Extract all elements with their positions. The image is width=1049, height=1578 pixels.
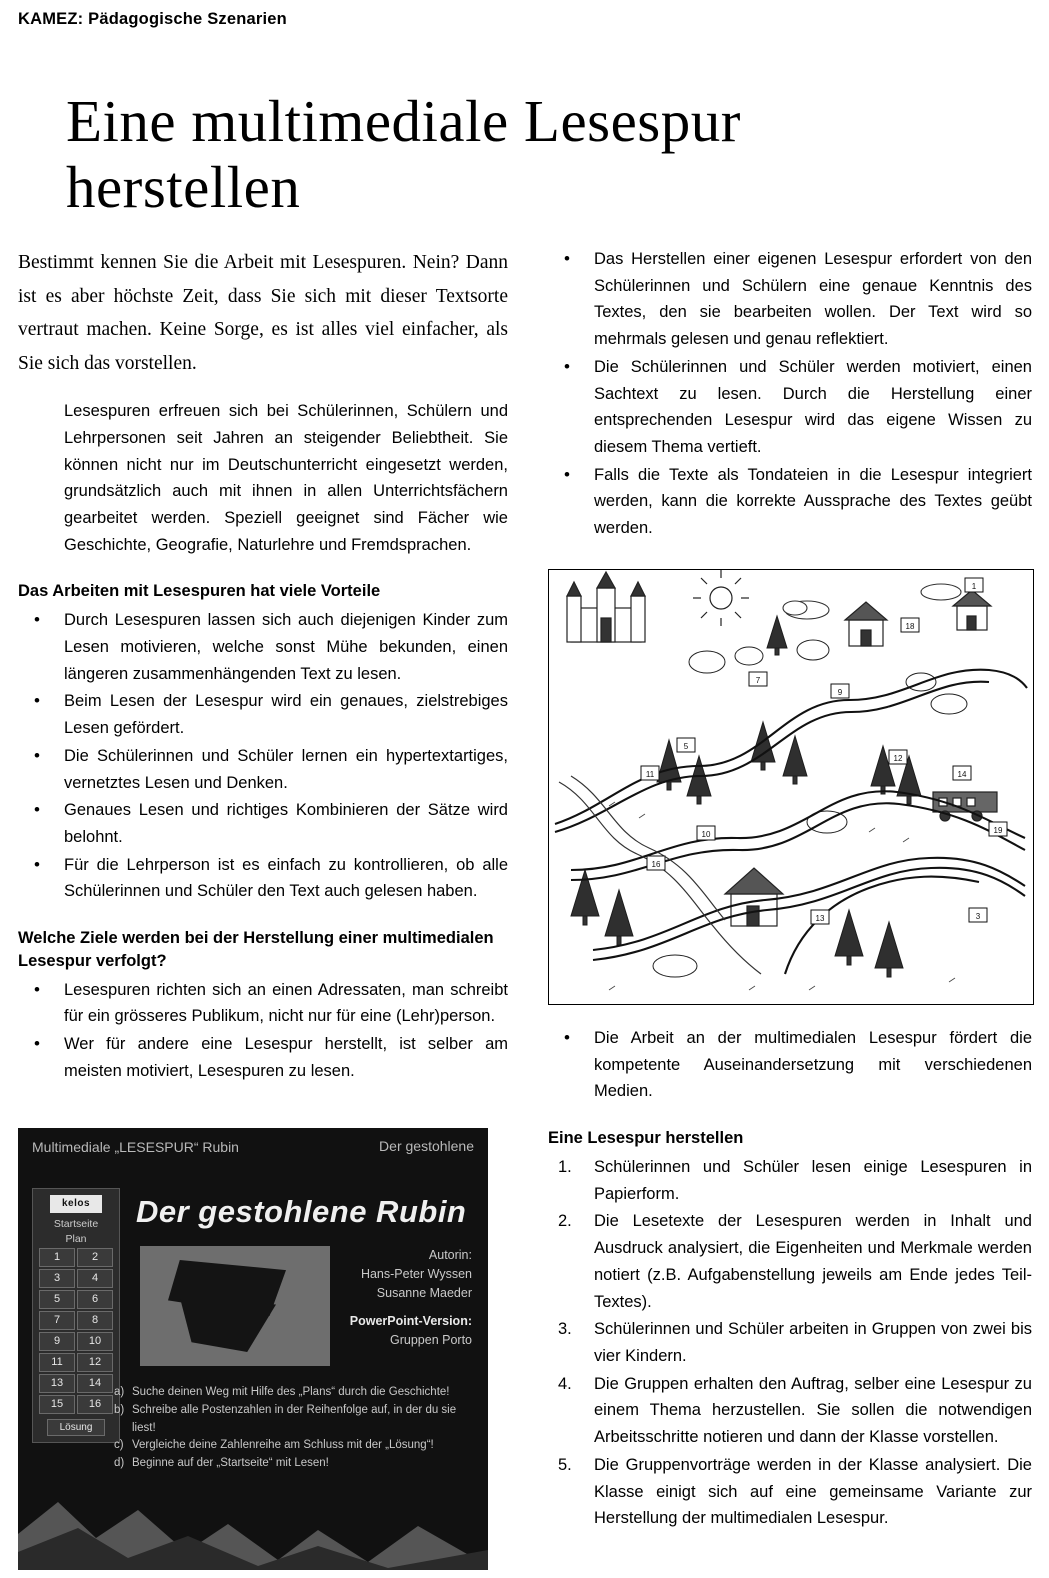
screenshot-number-button[interactable]: 1 (39, 1248, 75, 1267)
bullet-icon: • (34, 854, 40, 874)
step-number: 3. (558, 1320, 572, 1339)
list-item-text: Das Herstellen einer eigenen Lesespur erfordert von den Schülerinnen und Schülern eine genaue Kenntnis des Textes, den sie bearbeiten wollen. Der Text wird so mehrmals gelesen und genau reflektiert. (594, 250, 1032, 349)
svg-text:9: 9 (837, 688, 843, 697)
task-label: d) (114, 1457, 125, 1470)
credits-author-label: Autorin: (428, 1248, 472, 1262)
screenshot-number-button[interactable]: 10 (77, 1332, 113, 1351)
list-item-text: Schülerinnen und Schüler lesen einige Lesespuren in Papierform. (594, 1157, 1032, 1203)
heading-goals: Welche Ziele werden bei der Herstellung einer multimedialen Lesespur verfolgt? (18, 929, 494, 970)
list-item-text: Die Schülerinnen und Schüler lernen ein hypertextartiges, vernetztes Lesen und Denken. (64, 746, 508, 792)
svg-text:13: 13 (815, 914, 825, 923)
task-text: Schreibe alle Postenzahlen in der Reihenfolge auf, in der du sie liest! (132, 1403, 457, 1434)
list-item (548, 1154, 1032, 1207)
svg-text:3: 3 (975, 912, 981, 921)
list-item (548, 1316, 1032, 1369)
list-item (548, 462, 1032, 542)
map-illustration (549, 570, 1033, 1004)
task-label: c) (114, 1439, 124, 1452)
screenshot-solution-button[interactable]: Lösung (47, 1419, 105, 1436)
heading-howto: Eine Lesespur herstellen (548, 1129, 744, 1148)
screenshot-number-button[interactable]: 8 (77, 1311, 113, 1330)
credits-author-1: Hans-Peter Wyssen (360, 1266, 472, 1281)
svg-text:11: 11 (645, 770, 655, 779)
list-item-text: Beim Lesen der Lesespur wird ein genaues, zielstrebiges Lesen gefördert. (64, 692, 508, 738)
list-item-text: Die Arbeit an der multimedialen Lesespur fördert die kompetente Auseinandersetzung mit verschiedenen Medien. (594, 1029, 1032, 1101)
list-item (18, 977, 508, 1030)
svg-text:7: 7 (755, 676, 761, 685)
screenshot-logo: kelos (50, 1195, 102, 1213)
list-item-text: Genaues Lesen und richtiges Kombinieren der Sätze wird belohnt. (64, 801, 508, 846)
screenshot-number-button[interactable]: 3 (39, 1269, 75, 1288)
screenshot-nav-plan[interactable]: Plan (65, 1233, 87, 1245)
header-suffix: Pädagogische Szenarien (83, 10, 287, 28)
task-text: Suche deinen Weg mit Hilfe des „Plans“ durch die Geschichte! (132, 1386, 450, 1398)
screenshot-number-button[interactable]: 5 (39, 1290, 75, 1309)
list-item-text: Die Lesetexte der Lesespuren werden in Inhalt und Ausdruck analysiert, die Eigenheiten und Merkmale werden notiert (z.B. Aufgabenstellung jeweils am Ende jedes Teil-Textes). (594, 1212, 1032, 1311)
list-item (548, 246, 1032, 353)
task-label: a) (114, 1386, 125, 1398)
screenshot-number-button[interactable]: 7 (39, 1311, 75, 1330)
svg-text:12: 12 (893, 754, 903, 763)
right-column-lower (548, 1025, 1032, 1533)
running-header (18, 10, 287, 29)
list-item (18, 607, 508, 687)
task-row (114, 1455, 474, 1473)
task-row (114, 1437, 474, 1455)
heading-advantages: Das Arbeiten mit Lesespuren hat viele Vorteile (18, 582, 381, 601)
screenshot-tasks (114, 1384, 474, 1473)
screenshot-number-button[interactable]: 15 (39, 1395, 75, 1414)
bullet-icon: • (34, 610, 40, 630)
list-goals-right (548, 246, 1032, 542)
screenshot-gem-image (140, 1246, 330, 1366)
page-title: Eine multimediale Lesespur herstellen (66, 87, 741, 220)
task-row (114, 1402, 474, 1438)
bullet-icon: • (564, 464, 570, 484)
screenshot-number-button[interactable]: 16 (77, 1395, 113, 1414)
bullet-icon: • (564, 249, 570, 268)
screenshot-number-button[interactable]: 14 (77, 1374, 113, 1393)
screenshot-nav-startseite[interactable]: Startseite (53, 1218, 99, 1230)
list-howto-steps (548, 1154, 1032, 1532)
screenshot-header (32, 1138, 474, 1157)
svg-text:16: 16 (651, 860, 661, 869)
screenshot-title: Der gestohlene Rubin (136, 1194, 467, 1229)
screenshot-number-button[interactable]: 13 (39, 1374, 75, 1393)
bullet-icon: • (34, 1034, 40, 1054)
bullet-icon: • (34, 745, 40, 765)
figure-lesespur-map (548, 569, 1034, 1005)
list-item (18, 743, 508, 796)
screenshot-number-button[interactable]: 12 (77, 1353, 113, 1372)
list-item (548, 1208, 1032, 1315)
task-label: b) (114, 1403, 125, 1416)
figure-powerpoint-screenshot (18, 1128, 488, 1570)
credits-version: Gruppen Porto (390, 1333, 472, 1347)
list-item-text: Die Gruppenvorträge werden in der Klasse analysiert. Die Klasse einigt sich auf eine gemeinsame Variante zur Herstellung der multimedialen Lesespur. (594, 1455, 1032, 1528)
list-item-text: Falls die Texte als Tondateien in die Lesespur integriert werden, kann die korrekte Aussprache des Textes geübt werden. (594, 465, 1032, 538)
list-item-text: Schülerinnen und Schüler arbeiten in Gruppen von zwei bis vier Kindern. (594, 1320, 1032, 1365)
lead-paragraph: Bestimmt kennen Sie die Arbeit mit Lesespuren. Nein? Dann ist es aber höchste Zeit, dass Sie sich mit dieser Textsorte vertraut machen. Keine Sorge, es ist alles viel einfacher, als Sie sich das vorstellen. (18, 252, 508, 374)
step-number: 5. (558, 1455, 572, 1474)
svg-text:1: 1 (971, 582, 977, 591)
intro-paragraph: Lesespuren erfreuen sich bei Schülerinnen, Schülern und Lehrpersonen seit Jahren an steigender Beliebtheit. Sie können nicht nur im Deutschunterricht eingesetzt werden, grundsätzlich auch mit ihnen in allen Unterrichtsfächern gearbeitet werden. Speziell geeignet sind Fächer wie Geschichte, Geografie, Naturlehre und Fremdsprachen. (64, 402, 508, 554)
screenshot-sidebar (32, 1188, 120, 1443)
list-item-text: Die Schülerinnen und Schüler werden motiviert, einen Sachtext zu lesen. Durch die Herstellung einer entsprechenden Lesespur wird das eigene Wissen zu diesem Thema vertieft. (594, 357, 1032, 457)
svg-text:10: 10 (701, 830, 711, 839)
task-row (114, 1384, 474, 1402)
bullet-icon: • (34, 691, 40, 711)
list-item (18, 797, 508, 850)
list-advantages (18, 607, 508, 905)
gem-facet (180, 1298, 276, 1352)
screenshot-credits (322, 1246, 472, 1350)
list-item (548, 1371, 1032, 1451)
step-number: 4. (558, 1374, 572, 1393)
list-item-text: Die Gruppen erhalten den Auftrag, selber eine Lesespur zu einem Thema herzustellen. Sie sollen die notwendigen Arbeitsschritte notieren und dann der Klasse vorstellen. (594, 1374, 1032, 1447)
list-item (548, 1025, 1032, 1105)
credits-author-2: Susanne Maeder (376, 1285, 472, 1300)
screenshot-number-button[interactable]: 9 (39, 1332, 75, 1351)
screenshot-number-button[interactable]: 11 (39, 1353, 75, 1372)
list-item-text: Durch Lesespuren lassen sich auch diejenigen Kinder zum Lesen motivieren, welche sonst Mühe bekunden, einen längeren zusammenhängenden Text zu lesen. (64, 611, 508, 683)
list-item (18, 1031, 508, 1084)
svg-text:18: 18 (905, 622, 915, 631)
svg-text:14: 14 (957, 770, 967, 779)
screenshot-number-button[interactable]: 4 (77, 1269, 113, 1288)
list-goals-left (18, 977, 508, 1085)
credits-version-label: PowerPoint-Version: (349, 1314, 472, 1329)
list-item-text: Wer für andere eine Lesespur herstellt, ist selber am meisten motiviert, Lesespuren zu lesen. (64, 1035, 508, 1080)
screenshot-number-button[interactable]: 2 (77, 1248, 113, 1267)
list-item (548, 1452, 1032, 1532)
step-number: 1. (558, 1157, 572, 1176)
svg-text:5: 5 (683, 742, 689, 751)
list-item (548, 354, 1032, 461)
list-item-text: Für die Lehrperson ist es einfach zu kontrollieren, ob alle Schülerinnen und Schüler den Text auch gelesen haben. (64, 855, 508, 901)
list-item-text: Lesespuren richten sich an einen Adressaten, man schreibt für ein grösseres Publikum, nicht nur für eine (Lehr)person. (64, 980, 508, 1026)
list-item (18, 688, 508, 741)
svg-text:19: 19 (993, 826, 1003, 835)
bullet-icon: • (34, 800, 40, 820)
bullet-icon: • (34, 979, 40, 999)
header-prefix: KAMEZ: (18, 10, 84, 28)
list-item (18, 852, 508, 905)
screenshot-mountain-graphic (18, 1480, 488, 1570)
step-number: 2. (558, 1212, 572, 1231)
bullet-icon: • (564, 356, 570, 376)
bullet-icon: • (564, 1028, 570, 1047)
right-column (548, 246, 1032, 543)
screenshot-number-button[interactable]: 6 (77, 1290, 113, 1309)
task-text: Vergleiche deine Zahlenreihe am Schluss mit der „Lösung“! (132, 1439, 434, 1452)
left-column (18, 246, 508, 1086)
task-text: Beginne auf der „Startseite“ mit Lesen! (132, 1457, 329, 1470)
screenshot-header-left: Multimediale „LESESPUR“ Rubin (32, 1139, 239, 1155)
screenshot-number-grid (33, 1248, 119, 1414)
list-goals-after-figure (548, 1025, 1032, 1105)
screenshot-header-right: Der gestohlene (379, 1138, 474, 1154)
